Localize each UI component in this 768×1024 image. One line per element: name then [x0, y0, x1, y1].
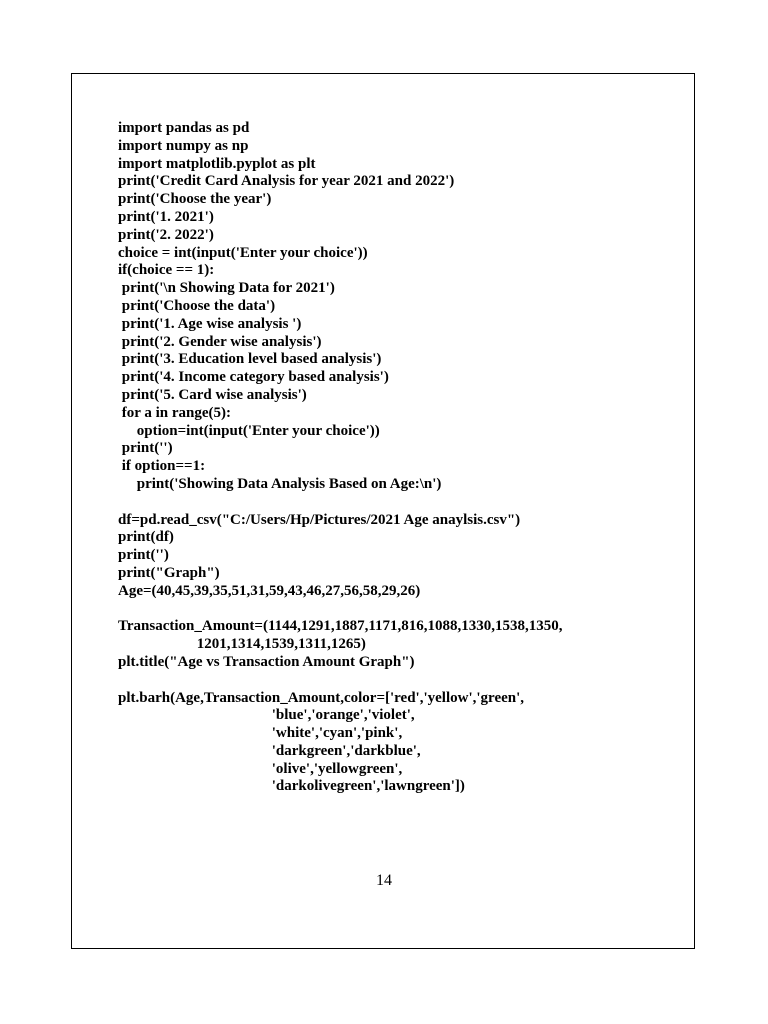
- code-listing: [118, 120, 678, 796]
- code-line: Transaction_Amount=(1144,1291,1887,1171,816,1088,1330,1538,1350,: [118, 618, 563, 635]
- code-line: 'white','cyan','pink',: [118, 725, 403, 742]
- code-line: print(''): [118, 547, 169, 564]
- code-line: print('1. 2021'): [118, 208, 214, 225]
- page-number: 14: [376, 872, 392, 889]
- code-line: print('2. 2022'): [118, 226, 214, 243]
- code-line: 1201,1314,1539,1311,1265): [118, 636, 366, 653]
- code-line: 'blue','orange','violet',: [118, 707, 415, 724]
- code-line: df=pd.read_csv("C:/Users/Hp/Pictures/2021 Age anaylsis.csv"): [118, 511, 521, 528]
- code-line: print(''): [118, 440, 173, 457]
- code-line: plt.barh(Age,Transaction_Amount,color=['red','yellow','green',: [118, 689, 525, 706]
- code-line: Age=(40,45,39,35,51,31,59,43,46,27,56,58,29,26): [118, 582, 421, 599]
- code-line: print('1. Age wise analysis '): [118, 315, 302, 332]
- code-line: import matplotlib.pyplot as plt: [118, 155, 316, 172]
- code-line: print('Choose the year'): [118, 191, 272, 208]
- code-line: print('Showing Data Analysis Based on Age:\n'): [118, 475, 442, 492]
- code-line: print('2. Gender wise analysis'): [118, 333, 322, 350]
- code-line: import numpy as np: [118, 137, 249, 154]
- blank-line: [118, 601, 678, 619]
- code-line: print('Credit Card Analysis for year 2021 and 2022'): [118, 173, 455, 190]
- code-line: print(df): [118, 529, 174, 546]
- code-line: if(choice == 1):: [118, 262, 215, 279]
- blank-line: [118, 494, 678, 512]
- code-line: print('5. Card wise analysis'): [118, 386, 307, 403]
- code-line: if option==1:: [118, 458, 206, 475]
- code-line: import pandas as pd: [118, 120, 250, 136]
- code-line: option=int(input('Enter your choice')): [118, 422, 380, 439]
- code-line: for a in range(5):: [118, 404, 232, 421]
- code-line: print('4. Income category based analysis'): [118, 369, 389, 386]
- code-line: print("Graph"): [118, 564, 220, 581]
- code-line: print('Choose the data'): [118, 297, 276, 314]
- code-line: 'olive','yellowgreen',: [118, 760, 403, 777]
- code-line: print('3. Education level based analysis'): [118, 351, 382, 368]
- blank-line: [118, 672, 678, 690]
- code-line: choice = int(input('Enter your choice')): [118, 244, 368, 261]
- code-line: 'darkgreen','darkblue',: [118, 742, 421, 759]
- code-line: 'darkolivegreen','lawngreen']): [118, 778, 465, 795]
- code-line: print('\n Showing Data for 2021'): [118, 280, 335, 297]
- code-line: plt.title("Age vs Transaction Amount Graph"): [118, 653, 415, 670]
